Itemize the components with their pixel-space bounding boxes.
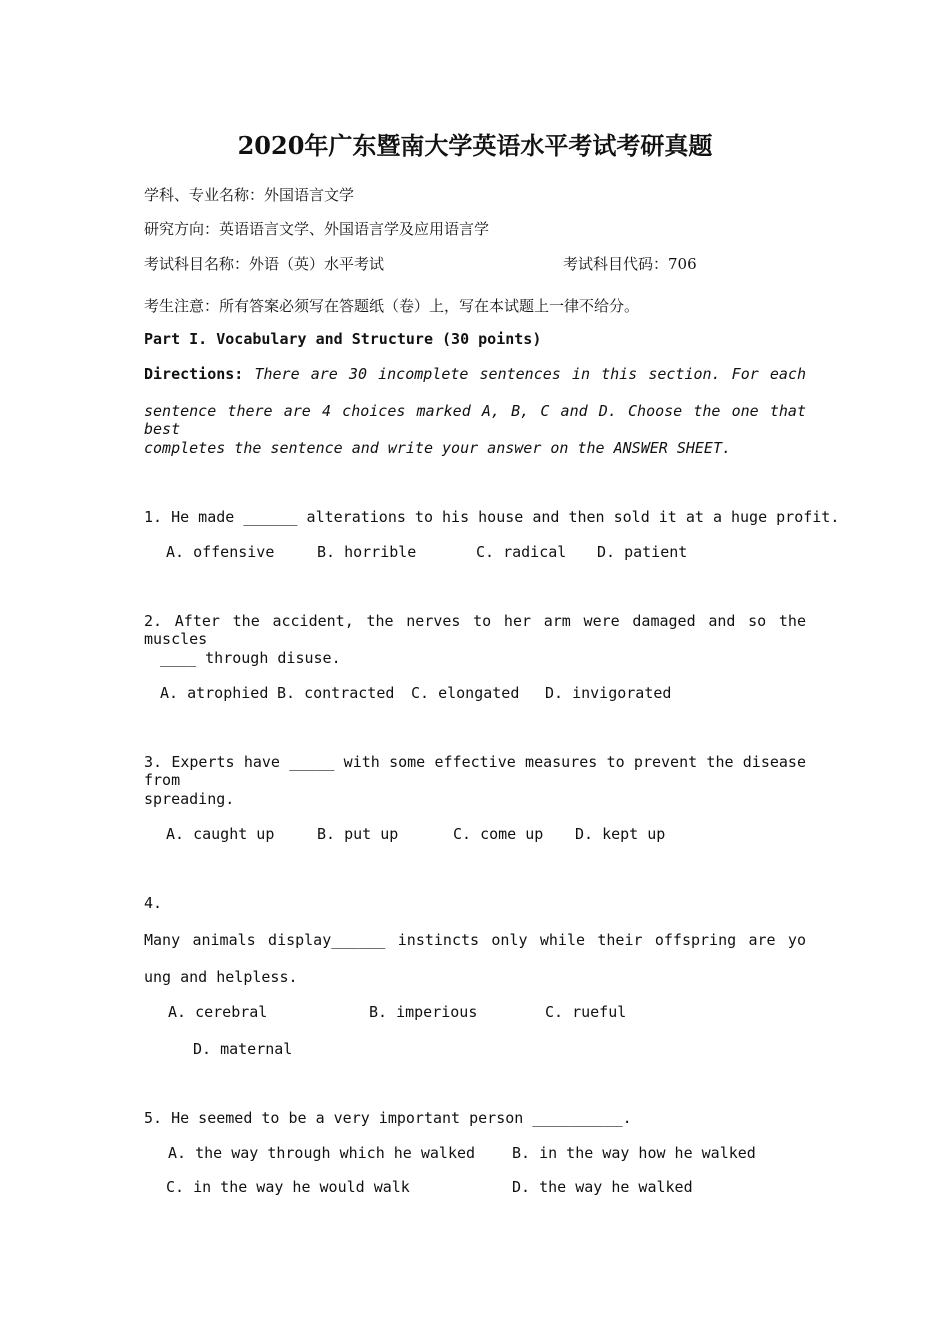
q4-stem-line-1: Many animals display______ instincts only while their offspring are yo bbox=[144, 931, 806, 949]
directions-line-1 bbox=[144, 365, 806, 383]
q3-option-c: C. come up bbox=[453, 825, 544, 843]
q2-option-c: C. elongated bbox=[411, 684, 520, 702]
notice-line: 考生注意：所有答案必须写在答题纸（卷）上，写在本试题上一律不给分。 bbox=[144, 297, 640, 315]
q3-option-b: B. put up bbox=[317, 825, 399, 843]
exam-name-line: 考试科目名称：外语（英）水平考试 bbox=[144, 255, 385, 273]
q2-option-d: D. invigorated bbox=[545, 684, 672, 702]
q4-option-b: B. imperious bbox=[369, 1003, 478, 1021]
directions-text-1: There are 30 incomplete sentences in this section. For each bbox=[254, 365, 807, 383]
q5-option-a: A. the way through which he walked bbox=[168, 1144, 476, 1162]
q3-stem-line-2: spreading. bbox=[144, 790, 235, 808]
q3-stem-line-1: 3. Experts have _____ with some effective measures to prevent the disease from bbox=[144, 753, 806, 789]
q5-option-c: C. in the way he would walk bbox=[166, 1178, 410, 1196]
q5-option-b: B. in the way how he walked bbox=[512, 1144, 756, 1162]
q2-option-a: A. atrophied bbox=[160, 684, 269, 702]
directions-line-3: completes the sentence and write your answer on the ANSWER SHEET. bbox=[144, 439, 731, 457]
exam-code-line: 考试科目代码：706 bbox=[563, 255, 697, 273]
q4-option-a: A. cerebral bbox=[168, 1003, 268, 1021]
directions-line-2: sentence there are 4 choices marked A, B, C and D. Choose the one that best bbox=[144, 402, 806, 438]
q5-option-d: D. the way he walked bbox=[512, 1178, 693, 1196]
q1-stem: 1. He made ______ alterations to his house and then sold it at a huge profit. bbox=[144, 508, 840, 526]
q1-option-d: D. patient bbox=[597, 543, 688, 561]
subject-line: 学科、专业名称：外国语言文学 bbox=[144, 186, 355, 204]
q2-stem-line-1: 2. After the accident, the nerves to her arm were damaged and so the muscles bbox=[144, 612, 806, 648]
q4-stem-line-2: ung and helpless. bbox=[144, 968, 298, 986]
q1-option-c: C. radical bbox=[476, 543, 567, 561]
q4-option-d: D. maternal bbox=[193, 1040, 293, 1058]
q1-option-a: A. offensive bbox=[166, 543, 275, 561]
q3-option-d: D. kept up bbox=[575, 825, 666, 843]
part1-heading: Part I. Vocabulary and Structure (30 points) bbox=[144, 330, 542, 348]
q5-stem: 5. He seemed to be a very important person __________. bbox=[144, 1109, 632, 1127]
q2-stem-line-2: ____ through disuse. bbox=[160, 649, 341, 667]
q2-option-b: B. contracted bbox=[277, 684, 395, 702]
q1-option-b: B. horrible bbox=[317, 543, 417, 561]
q4-number: 4. bbox=[144, 894, 163, 912]
q4-option-c: C. rueful bbox=[545, 1003, 627, 1021]
directions-label: Directions: bbox=[144, 365, 244, 383]
page-title: 2020年广东暨南大学英语水平考试考研真题 bbox=[237, 131, 713, 160]
q3-option-a: A. caught up bbox=[166, 825, 275, 843]
direction-line: 研究方向：英语语言文学、外国语言学及应用语言学 bbox=[144, 220, 490, 238]
